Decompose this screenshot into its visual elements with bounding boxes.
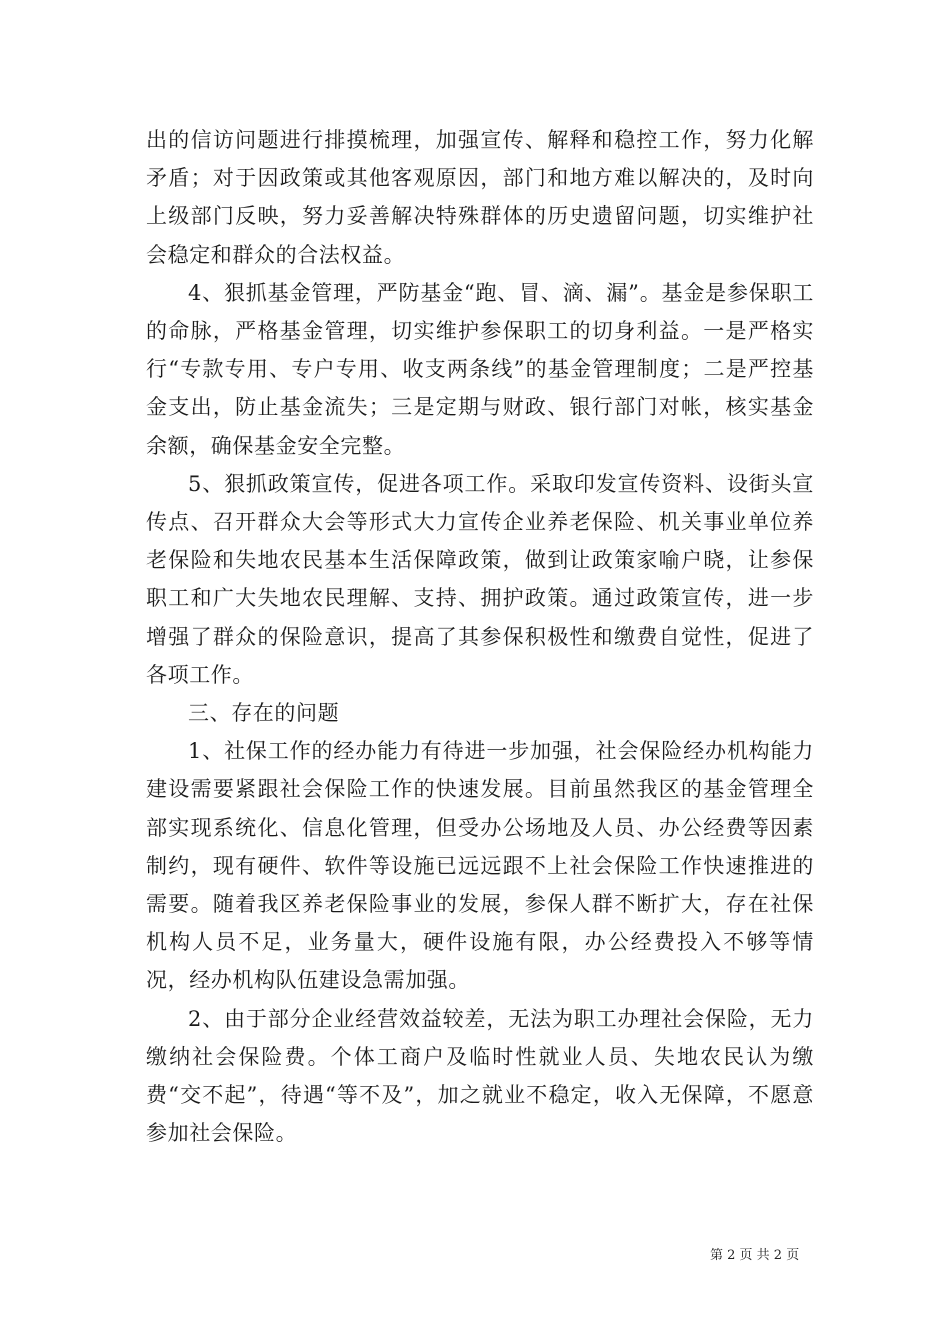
- section-heading-problems: 三、存在的问题: [188, 701, 340, 726]
- paragraph-policy-publicity: 5、狠抓政策宣传，促进各项工作。采取印发宣传资料、设街头宣传点、召开群众大会等形式大力宣传企业养老保险、机关事业单位养老保险和失地农民基本生活保障政策，做到让政策家喻户晓，让参保职工和广大失地农民理解、支持、拥护政策。通过政策宣传，进一步增强了群众的保险意识，提高了其参保积极性和缴费自觉性，促进了各项工作。: [146, 471, 814, 687]
- document-body: [146, 121, 814, 1152]
- paragraph-fund-management: 4、狠抓基金管理，严防基金“跑、冒、滴、漏”。基金是参保职工的命脉，严格基金管理，切实维护参保职工的切身利益。一是严格实行“专款专用、专户专用、收支两条线”的基金管理制度；二是严控基金支出，防止基金流失；三是定期与财政、银行部门对帐，核实基金余额，确保基金安全完整。: [146, 280, 814, 458]
- paragraph-problem-1: 1、社保工作的经办能力有待进一步加强，社会保险经办机构能力建设需要紧跟社会保险工作的快速发展。目前虽然我区的基金管理全部实现系统化、信息化管理，但受办公场地及人员、办公经费等因素制约，现有硬件、软件等设施已远远跟不上社会保险工作快速推进的需要。随着我区养老保险事业的发展，参保人群不断扩大，存在社保机构人员不足，业务量大，硬件设施有限，办公经费投入不够等情况，经办机构队伍建设急需加强。: [146, 739, 814, 993]
- page-number-footer: 第 2 页 共 2 页: [710, 1248, 800, 1263]
- paragraph-continuation: 出的信访问题进行排摸梳理，加强宣传、解释和稳控工作，努力化解矛盾；对于因政策或其他客观原因，部门和地方难以解决的，及时向上级部门反映，努力妥善解决特殊群体的历史遗留问题，切实维护社会稳定和群众的合法权益。: [146, 128, 814, 267]
- paragraph-problem-2: 2、由于部分企业经营效益较差，无法为职工办理社会保险，无力缴纳社会保险费。个体工商户及临时性就业人员、失地农民认为缴费“交不起”，待遇“等不及”，加之就业不稳定，收入无保障，不愿意参加社会保险。: [146, 1006, 814, 1146]
